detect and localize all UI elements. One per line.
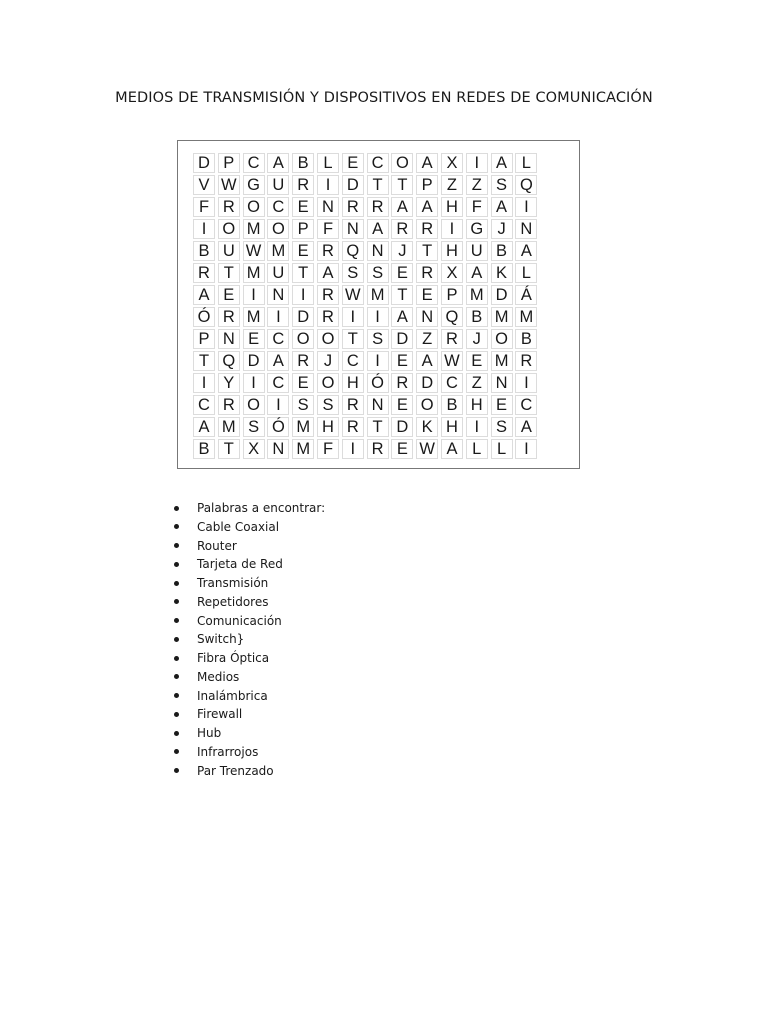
grid-cell: A xyxy=(515,241,537,261)
grid-cell: U xyxy=(218,241,240,261)
grid-cell: R xyxy=(218,307,240,327)
grid-cell: E xyxy=(292,241,314,261)
grid-cell: M xyxy=(243,263,265,283)
grid-cell: Ó xyxy=(193,307,215,327)
grid-cell: I xyxy=(292,285,314,305)
bullet-icon xyxy=(174,693,179,698)
grid-cell: N xyxy=(267,439,289,459)
grid-cell: S xyxy=(317,395,339,415)
grid-cell: T xyxy=(292,263,314,283)
grid-cell: E xyxy=(391,351,413,371)
bullet-icon xyxy=(174,712,179,717)
grid-cell: N xyxy=(342,219,364,239)
grid-cell: T xyxy=(391,285,413,305)
grid-cell: O xyxy=(218,219,240,239)
grid-cell: H xyxy=(466,395,488,415)
list-item-label: Transmisión xyxy=(197,576,269,590)
list-item-label: Comunicación xyxy=(197,613,282,628)
grid-cell: U xyxy=(267,175,289,195)
bullet-icon xyxy=(174,599,179,604)
grid-cell: M xyxy=(218,417,240,437)
grid-cell: R xyxy=(342,417,364,437)
grid-cell: M xyxy=(267,241,289,261)
grid-cell: N xyxy=(515,219,537,239)
list-item-label: Router xyxy=(197,538,237,553)
grid-cell: M xyxy=(243,219,265,239)
grid-cell: A xyxy=(391,307,413,327)
grid-cell: N xyxy=(367,241,389,261)
grid-cell: M xyxy=(466,285,488,305)
grid-cell: X xyxy=(441,153,463,173)
grid-cell: E xyxy=(466,351,488,371)
grid-cell: W xyxy=(243,241,265,261)
grid-cell: D xyxy=(391,417,413,437)
grid-cell: R xyxy=(391,373,413,393)
grid-cell: N xyxy=(317,197,339,217)
grid-cell: D xyxy=(491,285,513,305)
grid-cell: I xyxy=(515,439,537,459)
grid-cell: R xyxy=(391,219,413,239)
grid-cell: V xyxy=(193,175,215,195)
grid-cell: M xyxy=(491,307,513,327)
grid-cell: D xyxy=(416,373,438,393)
grid-cell: H xyxy=(441,417,463,437)
grid-cell: B xyxy=(292,153,314,173)
grid-cell: R xyxy=(342,395,364,415)
grid-cell: O xyxy=(491,329,513,349)
grid-cell: O xyxy=(243,197,265,217)
grid-cell: X xyxy=(243,439,265,459)
grid-cell: Q xyxy=(515,175,537,195)
word-search-grid xyxy=(192,152,538,460)
bullet-icon xyxy=(174,749,179,754)
grid-cell: R xyxy=(416,219,438,239)
list-item xyxy=(172,537,325,556)
grid-cell: S xyxy=(292,395,314,415)
grid-cell: A xyxy=(193,417,215,437)
grid-cell: T xyxy=(391,175,413,195)
bullet-icon xyxy=(174,618,179,623)
bullet-icon xyxy=(174,637,179,642)
grid-cell: R xyxy=(292,175,314,195)
grid-cell: W xyxy=(342,285,364,305)
grid-cell: Ó xyxy=(367,373,389,393)
list-item xyxy=(172,593,325,612)
grid-cell: R xyxy=(193,263,215,283)
list-item xyxy=(172,743,325,762)
grid-cell: Q xyxy=(218,351,240,371)
grid-cell: E xyxy=(491,395,513,415)
grid-cell: H xyxy=(441,241,463,261)
grid-cell: T xyxy=(218,263,240,283)
grid-cell: D xyxy=(292,307,314,327)
grid-cell: F xyxy=(466,197,488,217)
grid-cell: C xyxy=(441,373,463,393)
grid-cell: G xyxy=(466,219,488,239)
grid-cell: A xyxy=(416,197,438,217)
list-item xyxy=(172,499,325,518)
grid-cell: E xyxy=(342,153,364,173)
grid-cell: D xyxy=(342,175,364,195)
grid-cell: C xyxy=(243,153,265,173)
grid-cell: O xyxy=(391,153,413,173)
grid-cell: S xyxy=(491,417,513,437)
grid-cell: L xyxy=(515,153,537,173)
grid-cell: A xyxy=(416,351,438,371)
bullet-icon xyxy=(174,581,179,586)
grid-cell: A xyxy=(515,417,537,437)
grid-cell: S xyxy=(367,263,389,283)
grid-cell: D xyxy=(391,329,413,349)
grid-cell: I xyxy=(515,197,537,217)
grid-cell: P xyxy=(193,329,215,349)
grid-cell: N xyxy=(218,329,240,349)
list-item-label: Fibra Óptica xyxy=(197,651,270,665)
list-item-label: Infrarrojos xyxy=(197,744,259,759)
bullet-icon xyxy=(174,543,179,548)
list-item-label: Palabras a encontrar: xyxy=(197,501,326,515)
grid-cell: A xyxy=(491,153,513,173)
grid-cell: S xyxy=(243,417,265,437)
grid-cell: K xyxy=(491,263,513,283)
list-item xyxy=(172,574,325,593)
list-item xyxy=(172,612,325,631)
grid-cell: N xyxy=(491,373,513,393)
grid-cell: I xyxy=(243,285,265,305)
grid-cell: M xyxy=(292,439,314,459)
grid-cell: I xyxy=(367,351,389,371)
grid-cell: I xyxy=(466,417,488,437)
grid-cell: S xyxy=(491,175,513,195)
grid-cell: E xyxy=(218,285,240,305)
grid-cell: G xyxy=(243,175,265,195)
grid-cell: L xyxy=(515,263,537,283)
grid-cell: T xyxy=(342,329,364,349)
list-item-label: Cable Coaxial xyxy=(197,519,280,534)
grid-cell: I xyxy=(515,373,537,393)
grid-cell: R xyxy=(515,351,537,371)
grid-cell: L xyxy=(466,439,488,459)
bullet-icon xyxy=(174,768,179,773)
bullet-icon xyxy=(174,674,179,679)
grid-cell: A xyxy=(267,153,289,173)
list-item-label: Tarjeta de Red xyxy=(197,557,283,572)
grid-cell: T xyxy=(416,241,438,261)
list-item-label: Repetidores xyxy=(197,594,269,609)
grid-cell: T xyxy=(193,351,215,371)
grid-cell: I xyxy=(193,219,215,239)
grid-cell: T xyxy=(218,439,240,459)
grid-cell: A xyxy=(441,439,463,459)
grid-cell: J xyxy=(491,219,513,239)
grid-cell: I xyxy=(193,373,215,393)
grid-cell: U xyxy=(466,241,488,261)
grid-cell: U xyxy=(267,263,289,283)
list-item-label: Par Trenzado xyxy=(197,763,274,778)
list-item xyxy=(172,668,325,687)
grid-cell: X xyxy=(441,263,463,283)
grid-cell: C xyxy=(342,351,364,371)
grid-cell: H xyxy=(342,373,364,393)
grid-cell: C xyxy=(267,197,289,217)
grid-cell: B xyxy=(193,439,215,459)
grid-cell: A xyxy=(466,263,488,283)
grid-cell: R xyxy=(292,351,314,371)
grid-cell: C xyxy=(367,153,389,173)
grid-cell: P xyxy=(292,219,314,239)
grid-cell: R xyxy=(416,263,438,283)
grid-cell: T xyxy=(367,417,389,437)
grid-cell: R xyxy=(317,285,339,305)
list-item xyxy=(172,649,325,668)
grid-cell: Ó xyxy=(267,417,289,437)
grid-cell: E xyxy=(416,285,438,305)
grid-cell: I xyxy=(243,373,265,393)
grid-cell: F xyxy=(317,219,339,239)
list-item-label: Inalámbrica xyxy=(197,688,268,703)
grid-cell: H xyxy=(441,197,463,217)
grid-cell: R xyxy=(317,241,339,261)
grid-cell: B xyxy=(466,307,488,327)
grid-cell: Z xyxy=(441,175,463,195)
grid-cell: B xyxy=(193,241,215,261)
grid-cell: I xyxy=(267,307,289,327)
grid-cell: B xyxy=(441,395,463,415)
grid-cell: O xyxy=(292,329,314,349)
grid-cell: A xyxy=(317,263,339,283)
grid-cell: M xyxy=(292,417,314,437)
grid-cell: Y xyxy=(218,373,240,393)
grid-cell: D xyxy=(243,351,265,371)
grid-cell: R xyxy=(218,197,240,217)
grid-cell: Á xyxy=(515,285,537,305)
list-item-label: Hub xyxy=(197,726,222,740)
bullet-icon xyxy=(174,656,179,661)
grid-cell: I xyxy=(441,219,463,239)
grid-cell: C xyxy=(193,395,215,415)
grid-cell: H xyxy=(317,417,339,437)
grid-cell: F xyxy=(193,197,215,217)
grid-cell: A xyxy=(491,197,513,217)
grid-cell: J xyxy=(466,329,488,349)
list-item xyxy=(172,518,325,537)
grid-cell: Z xyxy=(466,175,488,195)
grid-cell: N xyxy=(416,307,438,327)
grid-cell: A xyxy=(367,219,389,239)
grid-cell: F xyxy=(317,439,339,459)
grid-cell: M xyxy=(491,351,513,371)
grid-cell: E xyxy=(292,373,314,393)
grid-cell: E xyxy=(292,197,314,217)
grid-cell: C xyxy=(267,373,289,393)
grid-cell: E xyxy=(243,329,265,349)
grid-cell: W xyxy=(441,351,463,371)
grid-cell: R xyxy=(367,439,389,459)
grid-cell: W xyxy=(416,439,438,459)
grid-cell: D xyxy=(193,153,215,173)
grid-cell: C xyxy=(515,395,537,415)
list-item-label: Firewall xyxy=(197,707,243,722)
list-item xyxy=(172,762,325,781)
grid-cell: O xyxy=(243,395,265,415)
grid-cell: P xyxy=(218,153,240,173)
grid-cell: A xyxy=(391,197,413,217)
list-item xyxy=(172,630,325,649)
bullet-icon xyxy=(174,506,179,511)
grid-cell: O xyxy=(267,219,289,239)
grid-cell: T xyxy=(367,175,389,195)
grid-cell: A xyxy=(193,285,215,305)
grid-cell: O xyxy=(317,373,339,393)
grid-cell: Q xyxy=(342,241,364,261)
grid-cell: R xyxy=(218,395,240,415)
bullet-icon xyxy=(174,524,179,529)
grid-cell: R xyxy=(367,197,389,217)
grid-cell: B xyxy=(515,329,537,349)
grid-cell: I xyxy=(317,175,339,195)
grid-cell: A xyxy=(416,153,438,173)
grid-cell: R xyxy=(441,329,463,349)
list-item xyxy=(172,687,325,706)
bullet-icon xyxy=(174,731,179,736)
grid-cell: W xyxy=(218,175,240,195)
grid-cell: N xyxy=(367,395,389,415)
list-item-label: Medios xyxy=(197,669,240,684)
grid-cell: A xyxy=(267,351,289,371)
word-list xyxy=(172,499,325,780)
grid-cell: P xyxy=(441,285,463,305)
list-item-label: Switch} xyxy=(197,632,245,647)
grid-cell: E xyxy=(391,439,413,459)
grid-cell: Z xyxy=(466,373,488,393)
grid-cell: E xyxy=(391,395,413,415)
grid-cell: O xyxy=(416,395,438,415)
grid-cell: I xyxy=(342,439,364,459)
grid-cell: N xyxy=(267,285,289,305)
grid-cell: R xyxy=(317,307,339,327)
grid-cell: I xyxy=(466,153,488,173)
list-item xyxy=(172,705,325,724)
grid-cell: I xyxy=(342,307,364,327)
grid-cell: Z xyxy=(416,329,438,349)
grid-cell: M xyxy=(243,307,265,327)
grid-cell: Q xyxy=(441,307,463,327)
grid-cell: I xyxy=(367,307,389,327)
grid-cell: R xyxy=(342,197,364,217)
document-title: MEDIOS DE TRANSMISIÓN Y DISPOSITIVOS EN REDES DE COMUNICACIÓN xyxy=(115,90,653,106)
grid-cell: C xyxy=(267,329,289,349)
bullet-icon xyxy=(174,562,179,567)
grid-cell: J xyxy=(391,241,413,261)
grid-cell: O xyxy=(317,329,339,349)
grid-cell: S xyxy=(367,329,389,349)
grid-cell: J xyxy=(317,351,339,371)
grid-cell: S xyxy=(342,263,364,283)
list-item xyxy=(172,555,325,574)
list-item xyxy=(172,724,325,743)
grid-cell: L xyxy=(317,153,339,173)
grid-cell: M xyxy=(367,285,389,305)
grid-cell: L xyxy=(491,439,513,459)
grid-cell: M xyxy=(515,307,537,327)
grid-cell: P xyxy=(416,175,438,195)
grid-cell: E xyxy=(391,263,413,283)
grid-cell: B xyxy=(491,241,513,261)
grid-cell: K xyxy=(416,417,438,437)
grid-cell: I xyxy=(267,395,289,415)
